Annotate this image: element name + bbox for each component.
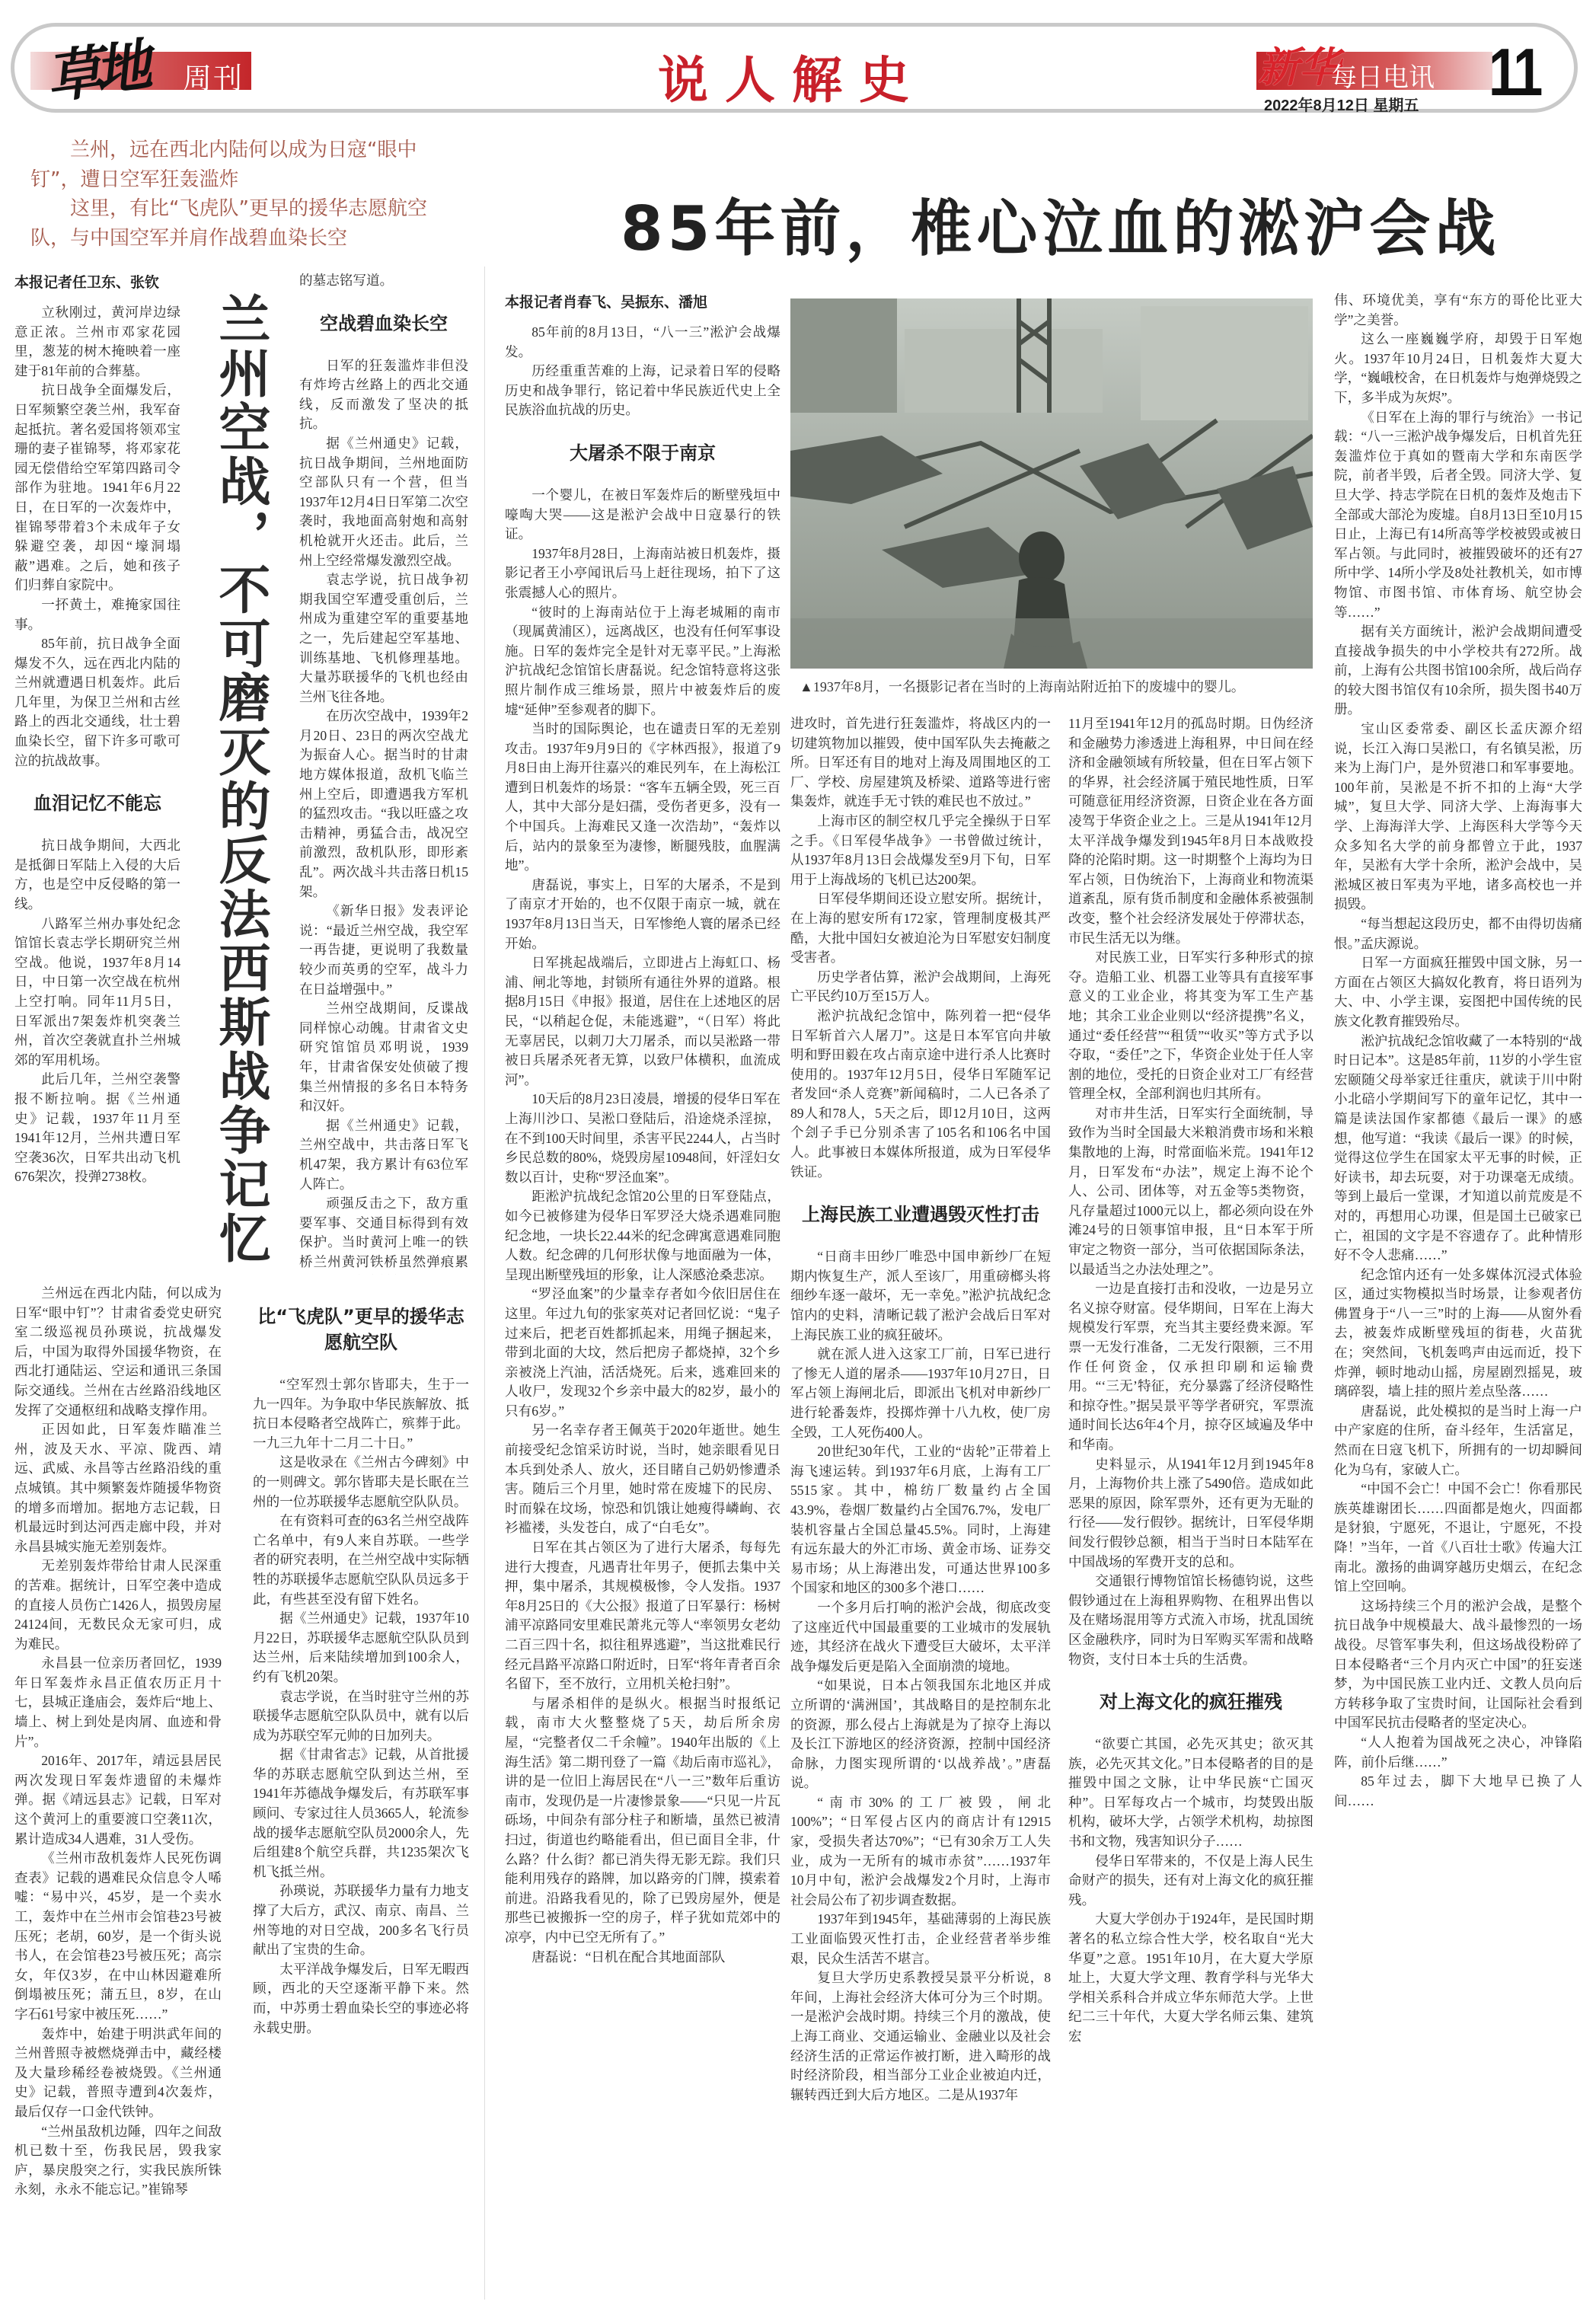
paragraph: 历史学者估算，淞沪会战期间，上海死亡平民约10万至15万人。 <box>790 969 1051 1004</box>
paragraph: 上海市区的制空权几乎完全操纵于日军之手。《日军侵华战争》一书曾做过统计，从1937年8月13日会战爆发至9月下旬，日军用于上海战场的飞机已达200架。 <box>790 812 1051 887</box>
issue-date: 2022年8月12日 星期五 <box>1264 97 1419 114</box>
paragraph: 据《兰州通史》记载，抗日战争期间，兰州地面防空部队只有一个营，但当1937年12月4日日军第二次空袭时，我地面高射炮和高射机枪就开火还击。此后，兰州上空经常爆发激烈空战。 <box>299 435 468 568</box>
paragraph: 立秋刚过，黄河岸边绿意正浓。兰州市邓家花园里，葱茏的树木掩映着一座建于81年前的合葬墓。 <box>14 305 180 378</box>
paragraph: 正因如此，日军轰炸瞄准兰州，波及天水、平凉、陇西、靖远、武威、永昌等古丝路沿线的重点城镇。其中频繁轰炸随援华物资的增多而增加。据地方志记载，日机最远时到达河西走廊中段，并对永昌县城实施无差别轰炸。 <box>14 1422 222 1554</box>
paragraph: 轰炸中，始建于明洪武年间的兰州普照寺被燃烧弹击中，藏经楼及大量珍稀经卷被烧毁。《兰州通史》记载，普照寺遭到4次轰炸，最后仅存一口金代铁钟。 <box>14 2025 222 2119</box>
paragraph: 在有资料可查的63名兰州空战阵亡名单中，有9人来自苏联。一些学者的研究表明，在兰州空战中实际牺牲的苏联援华志愿航空队队员远多于此，有些甚至没有留下姓名。 <box>253 1513 469 1607</box>
paragraph: 10天后的8月23日凌晨，增援的侵华日军在上海川沙口、吴淞口登陆后，沿途烧杀淫掠，在不到100天时间里，杀害平民2244人，占当时乡民总数的80%，烧毁房屋10948间，奸淫妇女数以百计，史称“罗泾血案”。 <box>505 1091 780 1185</box>
paragraph: 一个多月后打响的淞沪会战，彻底改变了这座近代中国最重要的工业城市的发展轨迹，其经济在战火下遭受巨大破坏，太平洋战争爆发后更是陷入全面崩溃的境地。 <box>790 1599 1051 1674</box>
paragraph: 太平洋战争爆发后，日军无暇西顾，西北的天空逐渐平静下来。然而，中苏勇士碧血染长空的事迹必将永载史册。 <box>253 1961 469 2035</box>
paragraph: 1937年到1945年，基础薄弱的上海民族工业面临毁灭性打击，企业经营者举步维艰，民众生活苦不堪言。 <box>790 1911 1051 1966</box>
paragraph: “日商丰田纱厂唯恐中国申新纱厂在短期内恢复生产，派人至该厂，用重磅榔头将细纱车逐一敲坏，无一幸免。”淞沪抗战纪念馆内的史料，清晰记载了淞沪会战后日军对上海民族工业的疯狂破坏。 <box>790 1249 1051 1342</box>
paragraph: 这场持续三个月的淞沪会战，是整个抗日战争中规模最大、战斗最惨烈的一场战役。尽管军事失利，但这场战役粉碎了日本侵略者“三个月内灭亡中国”的狂妄迷梦，为中国民族工业内迁、文教人员向后方转移争取了宝贵时间，让国际社会看到中国军民抗击侵略者的坚定决心。 <box>1334 1598 1582 1731</box>
paragraph: “如果说，日本占领我国东北地区并成立所谓的‘满洲国’，其战略目的是控制东北的资源，那么侵占上海就是为了掠夺上海以及长江下游地区的经济资源，控制中国经济命脉，力图实现所谓的‘以战养战’。”唐磊说。 <box>790 1678 1051 1791</box>
paragraph: “人人抱着为国战死之决心，冲锋陷阵，前仆后继……” <box>1334 1734 1582 1770</box>
paragraph: 一边是直接打击和没收，一边是另立名义掠夺财富。侵华期间，日军在上海大规模发行军票，充当其主要经费来源。军票一无发行准备，二无发行限额，三不用作任何资金，仅承担印刷和运输费用。“‘三无’特征，充分暴露了经济侵略性和掠夺性。”据吴景平等学者研究，军票流通时间长达6年4个月，掠夺区域遍及华中和华南。 <box>1068 1281 1314 1452</box>
subheading: 大屠杀不限于南京 <box>570 442 716 464</box>
left-article-lead <box>30 136 457 253</box>
lead-line: 兰州，远在西北内陆何以成为日寇“眼中钉”，遭日空军狂轰滥炸 <box>30 139 417 191</box>
paragraph: 1937年8月28日，上海南站被日机轰炸，摄影记者王小亭闻讯后马上赶往现场，拍下了这张震撼人心的照片。 <box>505 545 780 600</box>
xinhua-logo: 新华 <box>1258 43 1340 91</box>
paragraph: 11月至1941年12月的孤岛时期。日伪经济和金融势力渗透进上海租界，中日间在经济和金融领域有所较量，但在日军占领下的华界，社会经济属于殖民地性质，日军可随意征用经济资源，日资企业在各方面凌驾于华资企业之上。三是从1941年12月太平洋战争爆发到1945年8月日本战败投降的沦陷时期。这一时期整个上海均为日军占领，日伪统治下，上海商业和物流渠道紊乱，原有货币制度和金融体系被强制改变，整个社会经济发展处于停滞状态，市民生活无以为继。 <box>1068 716 1314 946</box>
paragraph: “兰州虽敌机边陲，四年之间敌机已数十至，伤我民居，毁我家庐，暴戾殷突之行，实我民族所铢永刻，永永不能忘记。”崔锦琴 <box>14 2123 222 2198</box>
right-article-col-b <box>790 714 1051 2300</box>
lead-line: 这里，有比“飞虎队”更早的援华志愿航空队，与中国空军并肩作战碧血染长空 <box>30 197 427 250</box>
photo-image <box>790 298 1313 669</box>
paragraph: 交通银行博物馆馆长杨德钧说，这些假钞通过在上海租界购物、在租界出售以及在赌场混用等方式流入市场，扰乱国统区金融秩序，同时为日军购买军需和战略物资，支付日本士兵的生活费。 <box>1068 1573 1314 1667</box>
paragraph: 据《兰州通史》记载，1937年10月22日，苏联援华志愿航空队队员到达兰州，后来陆续增加到100余人，约有飞机20架。 <box>253 1610 469 1684</box>
paragraph: 日军挑起战端后，立即进占上海虹口、杨浦、闸北等地，封锁所有通往外界的道路。根据8月15日《申报》报道，居住在上述地区的居民，“以稍起仓促，未能逃避”，“（日军）将此无辜居民，以刺刀大刀屠杀，而以吴淞路一带被日兵屠杀死者无算，以致尸体横积，血流成河”。 <box>505 955 780 1087</box>
paragraph: 唐磊说，此处模拟的是当时上海一户中产家庭的住所，奋斗经年，生活富足，然而在日寇飞机下，所拥有的一切却瞬间化为乌有，家破人亡。 <box>1334 1403 1582 1477</box>
right-article-col-d <box>1334 291 1582 2300</box>
left-article-col1-bottom <box>14 1284 222 2300</box>
page-number: 11 <box>1489 34 1541 110</box>
paragraph: 距淞沪抗战纪念馆20公里的日军登陆点，如今已被修建为侵华日军罗泾大烧杀遇难同胞纪念地，一块长22.44米的纪念碑寓意遇难同胞人数。纪念碑的几何形状像与地面融为一体，呈现出断壁残垣的形象，让人深感沧桑悲凉。 <box>505 1189 780 1282</box>
main-headline: 85年前，椎心泣血的淞沪会战 <box>621 193 1501 264</box>
paragraph: “中国不会亡！中国不会亡！你看那民族英雄谢团长……四面都是炮火，四面都是豺狼，宁愿死，不退让，宁愿死，不投降！”当年，一首《八百壮士歌》传遍大江南北。激扬的曲调穿越历史烟云，在纪念馆上空回响。 <box>1334 1481 1582 1595</box>
paragraph: 据《兰州通史》记载，兰州空战中，共击落日军飞机47架，我方累计有63位军人阵亡。 <box>299 1117 468 1192</box>
left-article-byline: 本报记者任卫东、张钦 <box>14 274 160 291</box>
paragraph: 对民族工业，日军实行多种形式的掠夺。造船工业、机器工业等具有直接军事意义的工业企业，将其变为军工生产基地；其余工业企业则以“经济提携”名义，通过“委任经营”“租赁”“收买”等方式予以夺取，“委任”之下，华资企业处于任人宰割的地位，受托的日资企业对工厂有经营管理全权，全部利润也归其所有。 <box>1068 950 1314 1102</box>
paragraph: 淞沪抗战纪念馆中，陈列着一把“侵华日军斩首六人屠刀”。这是日本军官向井敏明和野田毅在攻占南京途中进行杀人比赛时使用的。1937年12月5日，侵华日军随军记者发回“杀人竞赛”新闻稿时，二人已各杀了89人和78人，5天之后，即12月10日，这两个刽子手已分别杀害了105名和106名中国人。此事被日本媒体所报道，成为日军侵华铁证。 <box>790 1007 1051 1180</box>
paragraph: 八路军兰州办事处纪念馆馆长袁志学长期研究兰州空战。他说，1937年8月14日，中日第一次空战在杭州上空打响。同年11月5日，日军派出7架轰炸机突袭兰州，首次空袭就直扑兰州城郊的军用机场。 <box>14 915 180 1068</box>
paragraph: 另一名幸存者王佩英于2020年逝世。她生前接受纪念馆采访时说，当时，她亲眼看见日本兵到处杀人、放火，还目睹自己奶奶惨遭杀害。随后三个月里，她时常在废墟下的民房、时而躲在坟场，惊恐和饥饿让她瘦得嶙峋、衣衫褴褛，头发苍白，成了“白毛女”。 <box>505 1422 780 1536</box>
paragraph: “每当想起这段历史，都不由得切齿痛恨。”孟庆源说。 <box>1334 916 1582 951</box>
subheading: 血泪记忆不能忘 <box>34 793 161 815</box>
right-article-col-c <box>1068 714 1314 2300</box>
subheading: 上海民族工业遭遇毁灭性打击 <box>802 1204 1039 1226</box>
paragraph: 就在派人进入这家工厂前，日军已进行了惨无人道的屠杀——1937年10月27日，日军占领上海闸北后，即派出飞机对申新纱厂进行轮番轰炸，投掷炸弹十八九枚，使厂房全毁，工人死伤400人。 <box>790 1346 1051 1440</box>
paragraph: 这是收录在《兰州古今碑刻》中的一则碑文。郭尔皆耶夫是长眠在兰州的一位苏联援华志愿航空队队员。 <box>253 1454 469 1509</box>
paragraph: 侵华日军带来的，不仅是上海人民生命财产的损失，还有对上海文化的疯狂摧残。 <box>1068 1853 1314 1907</box>
paragraph: 85年前，抗日战争全面爆发不久，远在西北内陆的兰州就遭遇日机轰炸。此后几年里，为保卫兰州和古丝路上的西北交通线，壮士碧血染长空，留下许多可歌可泣的抗战故事。 <box>14 636 180 768</box>
paragraph: 2016年、2017年，靖远县居民两次发现日军轰炸遗留的未爆炸弹。据《靖远县志》记载，日军对这个黄河上的重要渡口空袭11次，累计造成34人遇难，31人受伤。 <box>14 1753 222 1847</box>
paragraph: 淞沪抗战纪念馆收藏了一本特别的“战时日记本”。这是85年前，11岁的小学生宦宏颐随父母举家迁往重庆，就读于川中附小北碚小学期间写下的童年记忆，其中一篇是读法国作家都德《最后一课》的感想，他写道：“我读《最后一课》的时候，觉得这位学生在国家太平无事的时候，正好读书，却去玩耍，对于功课毫无成绩。等到上最后一堂课，才知道以前荒废是不对的，再想用心功课，但是国土已破家已亡，祖国的文字是不容遗存了。此种情形好不令人悲痛……” <box>1334 1033 1582 1263</box>
paragraph: 复旦大学历史系教授吴景平分析说，8年间，上海社会经济大体可分为三个时期。一是淞沪会战时期。持续三个月的激战，使上海工商业、交通运输业、金融业以及社会经济生活的正常运作被打断，进入畸形的战时经济阶段，相当部分工业企业被迫内迁，辗转西迁到大后方地区。二是从1937年 <box>790 1970 1051 2102</box>
left-article-col2-top <box>299 271 468 1275</box>
paragraph: 永昌县一位亲历者回忆，1939年日军轰炸永昌正值农历正月十七，县城正逢庙会，轰炸后“地上、墙上、树上到处是肉屑、血迹和骨片”。 <box>14 1655 222 1749</box>
paragraph: 抗日战争期间，大西北是抵御日军陆上入侵的大后方，也是空中反侵略的第一线。 <box>14 838 180 912</box>
paragraph: “罗泾血案”的少量幸存者如今依旧居住在这里。年过九旬的张家英对记者回忆说：“鬼子过来后，把老百姓都抓起来，用绳子捆起来，带到北面的大坟，然后把房子都烧掉，32个乡亲被浇上汽油，活活烧死。后来，逃难回来的人收尸，发现32个乡亲中最大的82岁，最小的只有6岁。” <box>505 1286 780 1419</box>
paragraph: 孙瑛说，苏联援华力量有力地支撑了大后方，武汉、南京、南昌、兰州等地的对日空战，200多名飞行员献出了宝贵的生命。 <box>253 1883 469 1958</box>
paragraph: 此后几年，兰州空袭警报不断拉响。据《兰州通史》记载，1937年11月至1941年12月，兰州共遭日军空袭36次，日军共出动飞机676架次，投弹2738枚。 <box>14 1071 180 1185</box>
paragraph: 日军侵华期间还设立慰安所。据统计，在上海的慰安所有172家，管理制度极其严酷，大批中国妇女被迫沦为日军慰安妇制度受害者。 <box>790 891 1051 966</box>
paragraph: “欲要亡其国，必先灭其史；欲灭其族，必先灭其文化。”日本侵略者的目的是摧毁中国之文脉，让中华民族“亡国灭种”。日军每攻占一个城市，均焚毁出版机构，破坏大学，占领学术机构，劫掠图书和文物，残害知识分子…… <box>1068 1736 1314 1850</box>
paragraph: 一抔黄土，难掩家国往事。 <box>14 596 180 632</box>
paragraph: 伟、环境优美，享有“东方的哥伦比亚大学”之美誉。 <box>1334 292 1582 327</box>
column-divider <box>484 267 485 2300</box>
weekly-label: 周刊 <box>183 62 244 95</box>
paragraph: 《兰州市敌机轰炸人民死伤调查表》记载的遇难民众信息令人唏嘘：“易中兴，45岁，是一个卖水工，轰炸中在兰州市会馆巷23号被压死；老胡，60岁，是一个街头说书人，在会馆巷23号被压死；高宗女，年仅3岁，在中山林因避难所倒塌被压死；蒲五旦，8岁，在山字石61号家中被压死……” <box>14 1850 222 2022</box>
paragraph: “空军烈士郭尔皆耶夫，生于一九一四年。为争取中华民族解放、抵抗日本侵略者空战阵亡，殡葬于此。一九三九年十二月二十日。” <box>253 1377 469 1451</box>
paragraph: 宝山区委常委、副区长孟庆源介绍说，长江入海口吴淞口，有名镇吴淞，历来为上海门户，是外贸港口和军事要地。100年前，吴淞是不折不扣的上海“大学城”，复旦大学、同济大学、上海海事大学、上海海洋大学、上海医科大学等今天众多知名大学的前身都曾立于此，1937年，吴淞有大学十余所，淞沪会战中，吴淞城区被日军夷为平地，诸多高校也一并损毁。 <box>1334 721 1582 912</box>
paragraph: 日军的狂轰滥炸非但没有炸垮古丝路上的西北交通线，反而激发了坚决的抵抗。 <box>299 357 468 432</box>
paragraph: 兰州空战期间，反谍战同样惊心动魄。甘肃省文史研究馆馆员邓明说，1939年，甘肃省保安处侦破了搜集兰州情报的多名日本特务和汉奸。 <box>299 1001 468 1114</box>
paragraph: 这么一座巍巍学府，却毁于日军炮火。1937年10月24日，日机轰炸大夏大学，“巍峨校舍，在日机轰炸与炮弹烧毁之下，多半成为灰烬”。 <box>1334 331 1582 405</box>
paragraph: 《新华日报》发表评论说：“最近兰州空战，我空军一再告捷，更说明了我数量较少而英勇的空军，战斗力在日益增强中。” <box>299 903 468 997</box>
paragraph: 据《甘肃省志》记载，从首批援华的苏联志愿航空队到达兰州，至1941年苏德战争爆发后，有苏联军事顾问、专家过往人员3665人，轮流参战的援华志愿航空队员2000余人，先后组建8个航空兵群，共1235架次飞机飞抵兰州。 <box>253 1747 469 1879</box>
subheading: 空战碧血染长空 <box>320 312 448 334</box>
paragraph: 《日军在上海的罪行与统治》一书记载：“八一三淞沪战争爆发后，日机首先狂轰滥炸位于真如的暨南大学和东南医学院，前者半毁，后者全毁。同济大学、复旦大学、持志学院在日机的轰炸及炮击下全部或大部沦为废墟。自8月13日至10月15日止，上海已有14所高等学校被毁或被日军占领。与此同时，被摧毁破坏的还有27所中学、14所小学及8处社教机关，如市博物馆、市图书馆、市体育场、航空协会等……” <box>1334 409 1582 620</box>
left-article-col1-top <box>14 303 180 1275</box>
paragraph: 进攻时，首先进行狂轰滥炸，将战区内的一切建筑物加以摧毁，使中国军队失去掩蔽之所。日军还有目的地对上海及周围地区的工厂、学校、房屋建筑及桥梁、道路等进行密集轰炸，就连手无寸铁的难民也不放过。” <box>790 716 1051 809</box>
subheading: 比“飞虎队”更早的援华志愿航空队 <box>257 1306 464 1353</box>
paragraph: 据有关方面统计，淞沪会战期间遭受直接战争损失的中小学校共有272所。战前，上海有公共图书馆100余所，战后尚存的较大图书馆仅有10余所，损失图书40万册。 <box>1334 624 1582 717</box>
paragraph: 在历次空战中，1939年2月20日、23日的两次空战尤为振奋人心。据当时的甘肃地方媒体报道，敌机飞临兰州上空后，即遭遇我方军机的猛烈攻击。“我以旺盛之攻击精神，勇猛合击，战况空前激烈，敌机队形，即形紊乱”。两次战斗共击落日机15架。 <box>299 708 468 899</box>
paragraph: 与屠杀相伴的是纵火。根据当时报纸记载，南市大火整整烧了5天，劫后所余房屋，“完整者仅二千余幢”。1940年出版的《上海生活》第二期刊登了一篇《劫后南市巡礼》，讲的是一位旧上海居民在“八一三”数年后重访南市，发现仍是一片凄惨景象——“只见一片瓦砾场，中间杂有部分柱子和断墙，虽然已被清扫过，街道也约略能看出，但已面目全非，什么路？什么街？都已消失得无影无踪。我们只能利用残存的路牌，加以路旁的门牌，摸索着前进。沿路我看见的，除了已毁房屋外，便是那些已被搬拆一空的房子，样子犹如荒郊中的凉亭，内中已空无所有了。” <box>505 1695 780 1945</box>
right-article-byline: 本报记者肖春飞、吴振东、潘旭 <box>505 294 708 311</box>
paragraph: 兰州远在西北内陆，何以成为日军“眼中钉”？甘肃省委党史研究室二级巡视员孙瑛说，抗战爆发后，中国为取得外国援华物资，在西北打通陆运、空运和通讯三条国际交通线。兰州在古丝路沿线地区发挥了交通枢纽和战略支撑作用。 <box>14 1285 222 1418</box>
paragraph: 袁志学说，在当时驻守兰州的苏联援华志愿航空队队员中，就有以后成为苏联空军元帅的日加列夫。 <box>253 1688 469 1743</box>
paragraph: “彼时的上海南站位于上海老城厢的南市（现属黄浦区），远离战区，也没有任何军事设施。日军的轰炸完全是针对无辜平民。”上海淞沪抗战纪念馆馆长唐磊说。纪念馆特意将这张照片制作成三维场景，照片中被轰炸后的废墟“延伸”至参观者的脚下。 <box>505 604 780 717</box>
paragraph: 对市井生活，日军实行全面统制，导致作为当时全国最大米粮消费市场和米粮集散地的上海，时常面临米荒。1941年12月，日军发布“办法”，规定上海不论个人、公司、团体等，对五金等5类物资，凡存量超过1000元以上，都必须向设在外滩24号的日领事馆申报，且“日本军于所审定之物资一部分，当可依据国际条法，以最适当之办法处理之”。 <box>1068 1105 1314 1277</box>
paragraph: 纪念馆内还有一处多媒体沉浸式体验区，通过实物模拟当时场景，让参观者仿佛置身于“八一三”时的上海——从窗外看去，被轰炸成断壁残垣的街巷，火苗犹在；突然间，飞机轰鸣声由远而近，投下炸弹，顿时地动山摇，房屋剧烈摇晃，玻璃碎裂，墙上挂的照片差点坠落…… <box>1334 1266 1582 1400</box>
paragraph: 无差别轰炸带给甘肃人民深重的苦难。据统计，日军空袭中造成的直接人员伤亡1426人，损毁房屋24124间，无数民众无家可归，成为难民。 <box>14 1558 222 1652</box>
right-article-col-a <box>505 323 780 2300</box>
subheading: 对上海文化的疯狂摧残 <box>1100 1691 1282 1713</box>
paragraph: 抗日战争全面爆发后，日军频繁空袭兰州，我军奋起抵抗。著名爱国将领邓宝珊的妻子崔锦琴，将邓家花园无偿借给空军第四路司令部作为驻地。1941年6月22日，在日军的一次轰炸中，崔锦琴带着3个未成年子女躲避空袭，却因“壕洞塌蔽”遇难。之后，她和孩子们归葬自家院中。 <box>14 382 180 593</box>
paragraph: 唐磊说，事实上，日军的大屠杀，不是到了南京才开始的，也不仅限于南京一城，就在1937年8月13日当天，日军惨绝人寰的屠杀已经开始。 <box>505 876 780 951</box>
paragraph: 当时的国际舆论，也在谴责日军的无差别攻击。1937年9月9日的《字林西报》，报道了9月8日由上海开往嘉兴的难民列车，在上海松江遭到日机轰炸的场景：“客车五辆全毁，死三百人，其中大部分是妇孺，受伤者更多，没有一个中国兵。上海难民又逢一次浩劫”，“轰炸以后，站内的景象至为凄惨，断腿残肢，血腥满地”。 <box>505 721 780 873</box>
news-photo-baby-in-ruins <box>790 298 1313 669</box>
newspaper-name: 每日电讯 <box>1331 62 1435 93</box>
paragraph: 史料显示，从1941年12月到1945年8月，上海物价共上涨了5490倍。造成如此恶果的原因，除军票外，还有更为无耻的行径——发行假钞。据统计，日军侵华期间发行假钞总额，相当于当时日本陆军在中国战场的军费开支的总和。 <box>1068 1456 1314 1569</box>
left-article-col2-bottom <box>253 1284 469 2300</box>
caodi-logo: 草地 <box>42 33 148 112</box>
paragraph: 的墓志铭写道。 <box>299 273 394 288</box>
photo-caption: ▲1937年8月，一名摄影记者在当时的上海南站附近拍下的废墟中的婴儿。 <box>800 679 1245 694</box>
paragraph: 日军一方面疯狂摧毁中国文脉，另一方面在占领区大搞奴化教育，将日语列为大、中、小学主课，妄图把中国传统的民族文化教育摧毁殆尽。 <box>1334 955 1582 1029</box>
paragraph: 85年过去，脚下大地早已换了人间…… <box>1334 1773 1582 1808</box>
paragraph: 唐磊说：“日机在配合其地面部队 <box>531 1949 726 1965</box>
paragraph: 历经重重苦难的上海，记录着日军的侵略历史和战争罪行，铭记着中华民族近代史上全民族浴血抗战的历史。 <box>505 363 780 418</box>
paragraph: 20世纪30年代，工业的“齿轮”正带着上海飞速运转。到1937年6月底，上海有工厂5515家。其中，棉纺厂数量约占全国43.9%，卷烟厂数量约占全国76.7%，发电厂装机容量占全国总量45.5%。同时，上海建有远东最大的外汇市场、黄金市场、证券交易市场；从上海港出发，可通达世界100多个国家和地区的300多个港口…… <box>790 1444 1051 1596</box>
paragraph: 顽强反击之下，敌方重要军事、交通目标得到有效保护。当时黄河上唯一的铁桥兰州黄河铁桥虽然弹痕累 <box>299 1195 468 1269</box>
paragraph: “南市30%的工厂被毁，闸北100%”；“日军侵占区内的商店计有12915家，受损失者达70%”；“已有30余万工人失业，成为一无所有的城市赤贫”……1937年10月中旬，淞沪会战爆发2个月时，上海市社会局公布了初步调查数据。 <box>790 1794 1051 1907</box>
paragraph: 一个婴儿，在被日军轰炸后的断壁残垣中嚎啕大哭——这是淞沪会战中日寇暴行的铁证。 <box>505 487 780 542</box>
paragraph: 85年前的8月13日，“八一三”淞沪会战爆发。 <box>505 324 780 359</box>
paragraph: 大夏大学创办于1924年，是民国时期著名的私立综合性大学，校名取自“光大华夏”之意。1951年10月，在大夏大学原址上，大夏大学文理、教育学科与光华大学相关系科合并成立华东师范大学。上世纪二三十年代，大夏大学名师云集、建筑宏 <box>1068 1911 1314 2044</box>
section-title: 说人解史 <box>658 50 926 110</box>
paragraph: 袁志学说，抗日战争初期我国空军遭受重创后，兰州成为重建空军的重要基地之一，先后建起空军基地、训练基地、飞机修理基地。大量苏联援华的飞机也经由兰州飞往各地。 <box>299 572 468 704</box>
paragraph: 日军在其占领区为了进行大屠杀，每每先进行大搜查，凡遇青壮年男子，便抓去集中关押，集中屠杀，其规模极惨，令人发指。1937年8月25日的《大公报》报道了日军暴行：杨树浦平凉路同安里难民萧兆元等人“率领男女老幼二百三四十名，拟往租界逃避”，当这批难民行经元昌路平凉路口附近时，日军“将年青者百余名留下，至不放行，立用机关枪扫射”。 <box>505 1540 780 1692</box>
left-article-title: 兰州空战，不可磨灭的反法西斯战争记忆 <box>210 292 270 1266</box>
